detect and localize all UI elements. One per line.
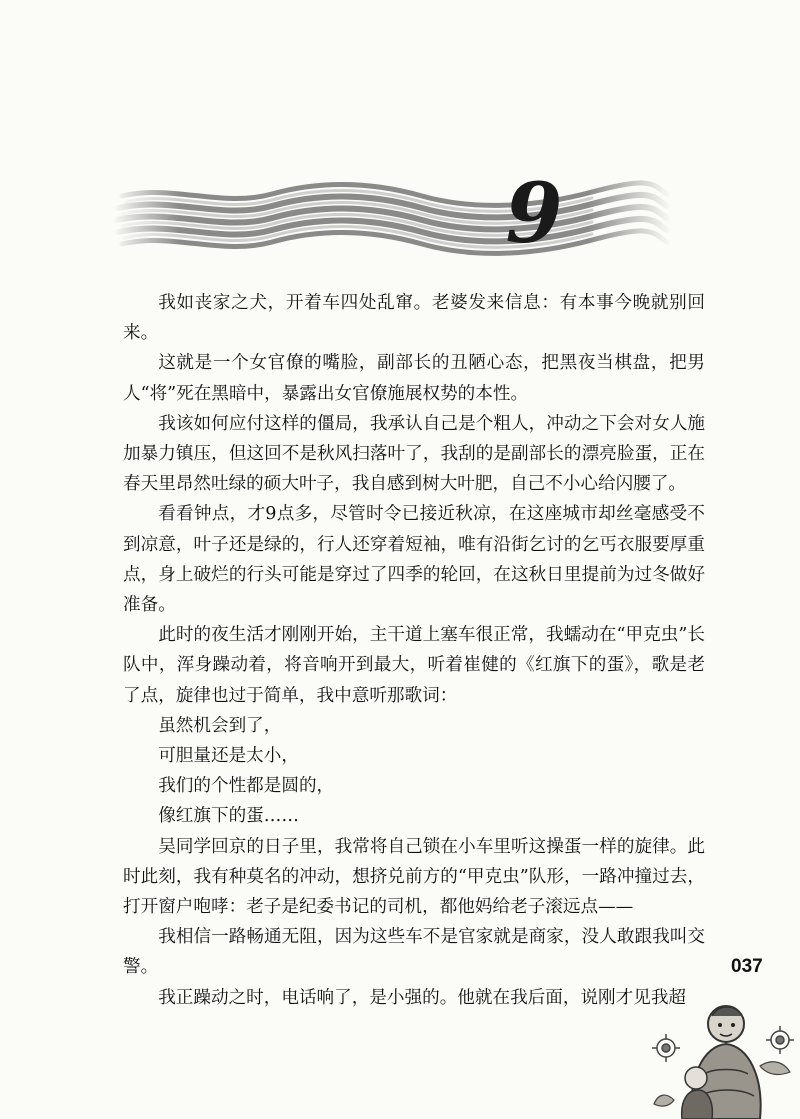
- paragraph: 我正躁动之时，电话响了，是小强的。他就在我后面，说刚才见我超: [158, 987, 687, 1008]
- lyric-line: 我们的个性都是圆的，: [158, 776, 335, 797]
- paragraph: 吴同学回京的日子里，我常将自己锁在小车里听这操蛋一样的旋律。此时此刻，我有种莫名的冲动，想挤兑前方的“甲克虫”队形，一路冲撞过去，打开窗户咆哮：老子是纪委书记的司机，都他妈给老子滚远点——: [123, 836, 705, 918]
- chapter-banner: [112, 174, 672, 266]
- paragraph: 此时的夜生活才刚刚开始，主干道上塞车很正常，我蠕动在“甲克虫”长队中，浑身躁动着，将音响开到最大，听着崔健的《红旗下的蛋》，歌是老了点，旋律也过于简单，我中意听那歌词：: [123, 625, 705, 706]
- lyric-line: 虽然机会到了，: [158, 715, 282, 736]
- paragraph: 看看钟点，才9点多，尽管时令已接近秋凉，在这座城市却丝毫感受不到凉意，叶子还是绿的，行人还穿着短袖，唯有沿街乞讨的乞丐衣服要厚重点，身上破烂的行头可能是穿过了四季的轮回，在这秋日里提前为过冬做好准备。: [123, 504, 705, 616]
- lyric-line: 像红旗下的蛋……: [158, 806, 299, 827]
- body-text: [123, 288, 705, 1013]
- lyric-line: 可胆量还是太小，: [158, 746, 299, 767]
- chapter-number: 9: [505, 166, 563, 262]
- paragraph: 我相信一路畅通无阻，因为这些车不是官家就是商家，没人敢跟我叫交警。: [123, 927, 705, 978]
- page-number: 037: [731, 956, 763, 977]
- paragraph: 这就是一个女官僚的嘴脸，副部长的丑陋心态，把黑夜当棋盘，把男人“将”死在黑暗中，暴露出女官僚施展权势的本性。: [123, 353, 705, 404]
- corner-illustration: [652, 996, 800, 1119]
- paragraph: 我如丧家之犬，开着车四处乱窜。老婆发来信息：有本事今晚就别回来。: [123, 293, 705, 344]
- paragraph: 我该如何应付这样的僵局，我承认自己是个粗人，冲动之下会对女人施加暴力镇压，但这回不是秋风扫落叶了，我刮的是副部长的漂亮脸蛋，正在春天里昂然吐绿的硕大叶子，我自感到树大叶肥，自己不小心给闪腰了。: [123, 413, 705, 495]
